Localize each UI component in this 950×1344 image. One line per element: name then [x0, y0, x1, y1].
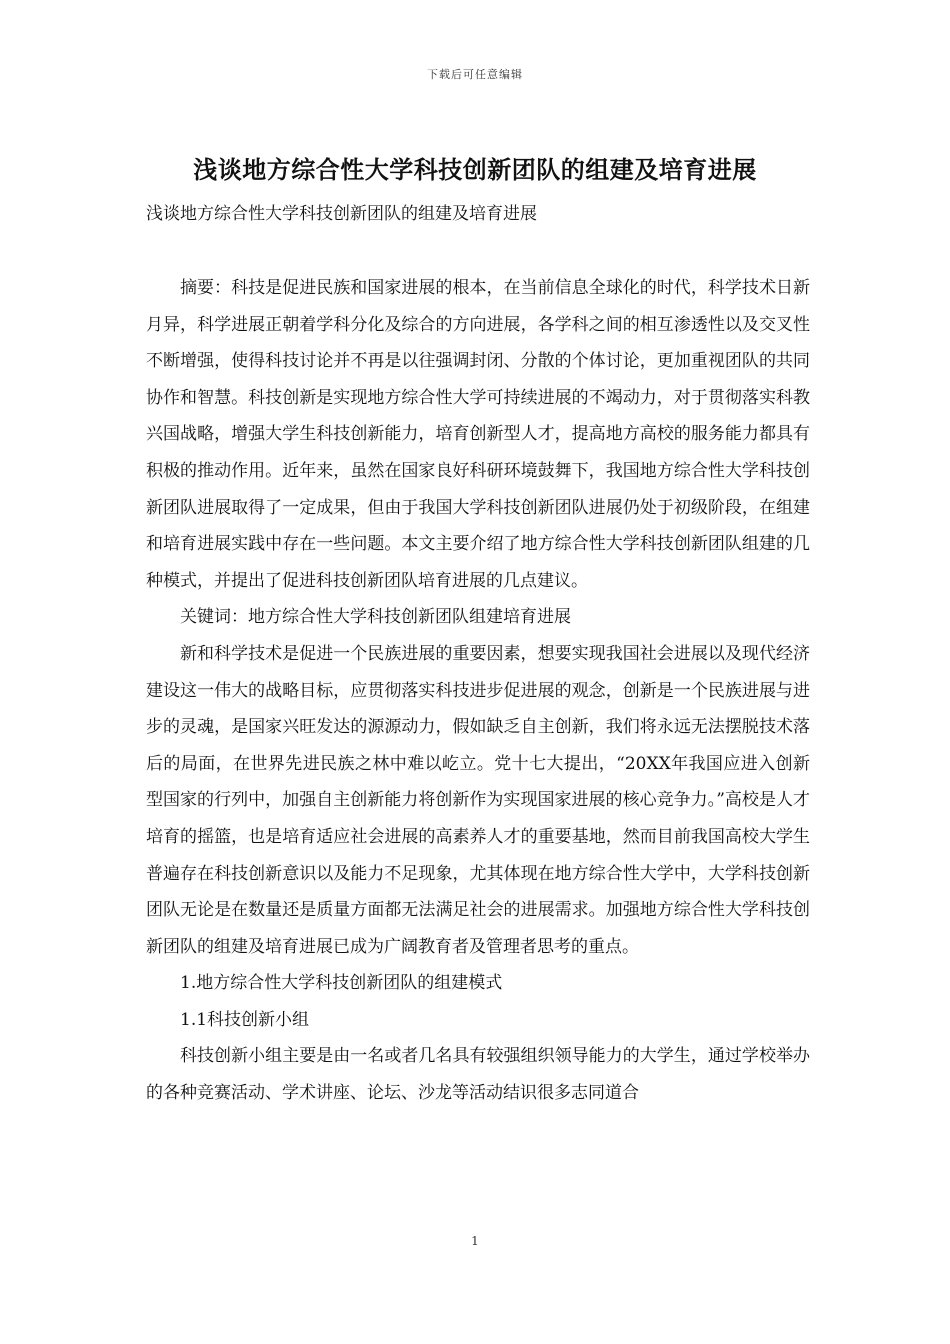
- introduction-paragraph: 新和科学技术是促进一个民族进展的重要因素，想要实现我国社会进展以及现代经济建设这一伟大的战略目标，应贯彻落实科技进步促进展的观念，创新是一个民族进展与进步的灵魂，是国家兴旺发达的源源动力，假如缺乏自主创新，我们将永远无法摆脱技术落后的局面，在世界先进民族之林中难以屹立。党十七大提出，“20XX年我国应进入创新型国家的行列中，加强自主创新能力将创新作为实现国家进展的核心竞争力。”高校是人才培育的摇篮，也是培育适应社会进展的高素养人才的重要基地，然而目前我国高校大学生普遍存在科技创新意识以及能力不足现象，尤其体现在地方综合性大学中，大学科技创新团队无论是在数量还是质量方面都无法满足社会的进展需求。加强地方综合性大学科技创新团队的组建及培育进展已成为广阔教育者及管理者思考的重点。: [146, 643, 810, 957]
- section-heading: 1.地方综合性大学科技创新团队的组建模式: [180, 973, 503, 994]
- document-body: [146, 270, 810, 1112]
- subsection-heading: 1.1科技创新小组: [180, 1009, 310, 1030]
- header-note: 下载后可任意编辑: [427, 68, 523, 81]
- page-number: 1: [471, 1234, 479, 1248]
- document-subtitle: 浅谈地方综合性大学科技创新团队的组建及培育进展: [146, 204, 537, 224]
- keywords-paragraph: 关键词：地方综合性大学科技创新团队组建培育进展: [180, 607, 571, 628]
- document-title: 浅谈地方综合性大学科技创新团队的组建及培育进展: [193, 155, 757, 184]
- abstract-paragraph: 摘要：科技是促进民族和国家进展的根本，在当前信息全球化的时代，科学技术日新月异，科学进展正朝着学科分化及综合的方向进展，各学科之间的相互渗透性以及交叉性不断增强，使得科技讨论并不再是以往强调封闭、分散的个体讨论，更加重视团队的共同协作和智慧。科技创新是实现地方综合性大学可持续进展的不竭动力，对于贯彻落实科教兴国战略，增强大学生科技创新能力，培育创新型人才，提高地方高校的服务能力都具有积极的推动作用。近年来，虽然在国家良好科研环境鼓舞下，我国地方综合性大学科技创新团队进展取得了一定成果，但由于我国大学科技创新团队进展仍处于初级阶段，在组建和培育进展实践中存在一些问题。本文主要介绍了地方综合性大学科技创新团队组建的几种模式，并提出了促进科技创新团队培育进展的几点建议。: [146, 278, 810, 591]
- body-paragraph: 科技创新小组主要是由一名或者几名具有较强组织领导能力的大学生，通过学校举办的各种竞赛活动、学术讲座、论坛、沙龙等活动结识很多志同道合: [146, 1046, 810, 1104]
